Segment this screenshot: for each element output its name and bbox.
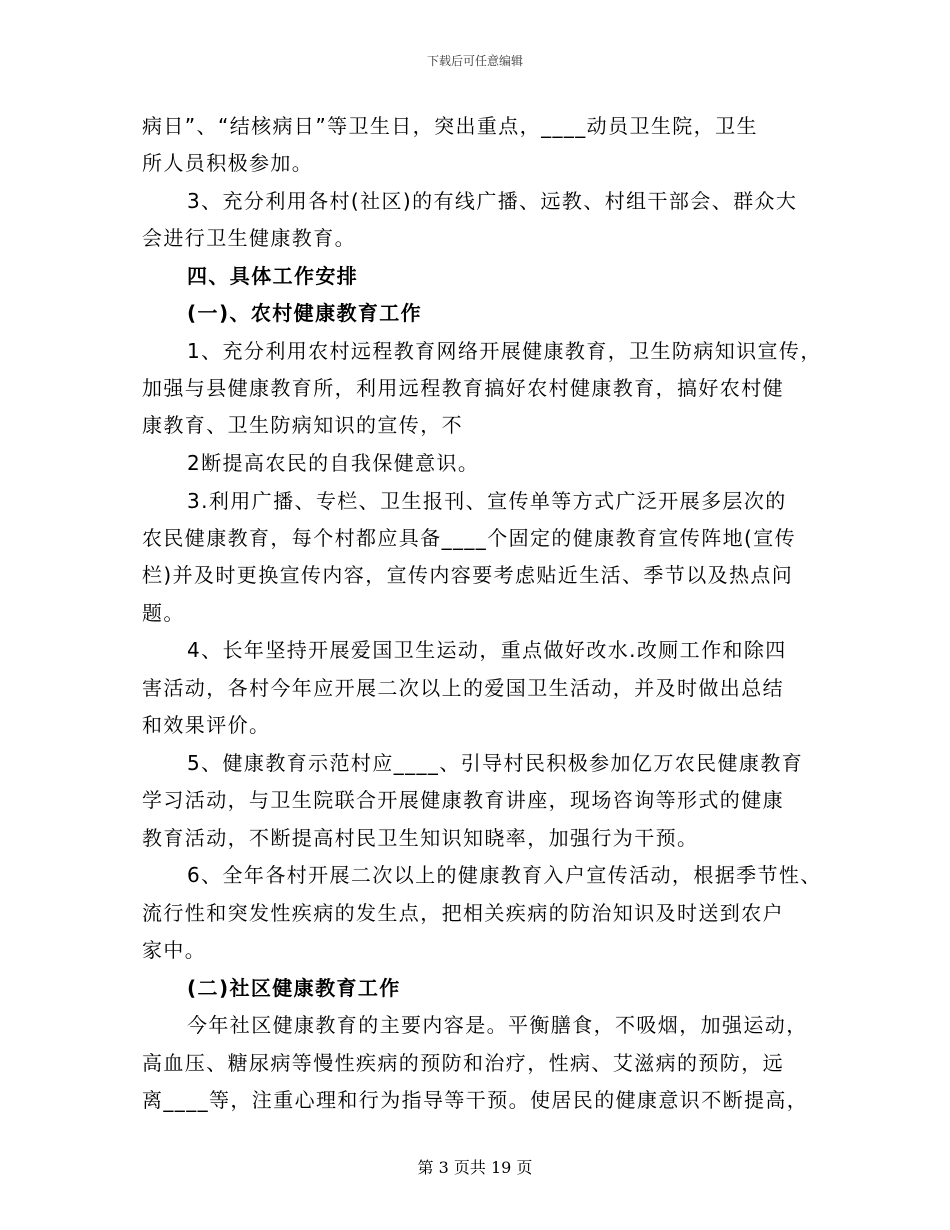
paragraph-line: 离____等，注重心理和行为指导等干预。使居民的健康意识不断提高， bbox=[142, 1088, 809, 1112]
paragraph-line: 栏)并及时更换宣传内容，宣传内容要考虑贴近生活、季节以及热点问 bbox=[142, 563, 794, 587]
section-heading: (二)社区健康教育工作 bbox=[187, 976, 401, 1000]
paragraph-line: 病日”、“结核病日”等卫生日，突出重点，____动员卫生院，卫生 bbox=[142, 114, 758, 138]
paragraph-line: 害活动，各村今年应开展二次以上的爱国卫生活动，并及时做出总结 bbox=[142, 676, 784, 700]
paragraph-line: 流行性和突发性疾病的发生点，把相关疾病的防治知识及时送到农户 bbox=[142, 901, 784, 925]
paragraph-line: 4、长年坚持开展爱国卫生运动，重点做好改水.改厕工作和除四 bbox=[187, 638, 787, 662]
paragraph-line: 家中。 bbox=[142, 938, 207, 962]
paragraph-line: 所人员积极参加。 bbox=[142, 151, 314, 175]
paragraph-line: 会进行卫生健康教育。 bbox=[142, 226, 356, 250]
paragraph-line: 5、健康教育示范村应____、引导村民积极参加亿万农民健康教育 bbox=[187, 751, 804, 775]
paragraph-line: 高血压、糖尿病等慢性疾病的预防和治疗，性病、艾滋病的预防，远 bbox=[142, 1051, 784, 1075]
paragraph-line: 2断提高农民的自我保健意识。 bbox=[187, 451, 480, 475]
paragraph-line: 3.利用广播、专栏、卫生报刊、宣传单等方式广泛开展多层次的 bbox=[187, 489, 787, 513]
paragraph-line: 今年社区健康教育的主要内容是。平衡膳食，不吸烟，加强运动， bbox=[187, 1013, 808, 1037]
paragraph-line: 教育活动，不断提高村民卫生知识知晓率，加强行为干预。 bbox=[142, 826, 699, 850]
section-heading: 四、具体工作安排 bbox=[187, 264, 359, 288]
page-footer: 第 3 页共 19 页 bbox=[417, 1158, 533, 1177]
paragraph-line: 3、充分利用各村(社区)的有线广播、远教、村组干部会、群众大 bbox=[187, 189, 798, 213]
paragraph-line: 加强与县健康教育所，利用远程教育搞好农村健康教育，搞好农村健 bbox=[142, 376, 784, 400]
section-heading: (一)、农村健康教育工作 bbox=[187, 301, 423, 325]
paragraph-line: 康教育、卫生防病知识的宣传，不 bbox=[142, 413, 463, 437]
paragraph-line: 6、全年各村开展二次以上的健康教育入户宣传活动，根据季节性、 bbox=[187, 863, 822, 887]
page-header: 下载后可任意编辑 bbox=[426, 54, 523, 68]
paragraph-line: 和效果评价。 bbox=[142, 713, 271, 737]
paragraph-line: 学习活动，与卫生院联合开展健康教育讲座，现场咨询等形式的健康 bbox=[142, 788, 784, 812]
paragraph-line: 农民健康教育，每个村都应具备____个固定的健康教育宣传阵地(宣传 bbox=[142, 526, 797, 550]
paragraph-line: 1、充分利用农村远程教育网络开展健康教育，卫生防病知识宣传， bbox=[187, 339, 822, 363]
paragraph-line: 题。 bbox=[142, 601, 185, 625]
